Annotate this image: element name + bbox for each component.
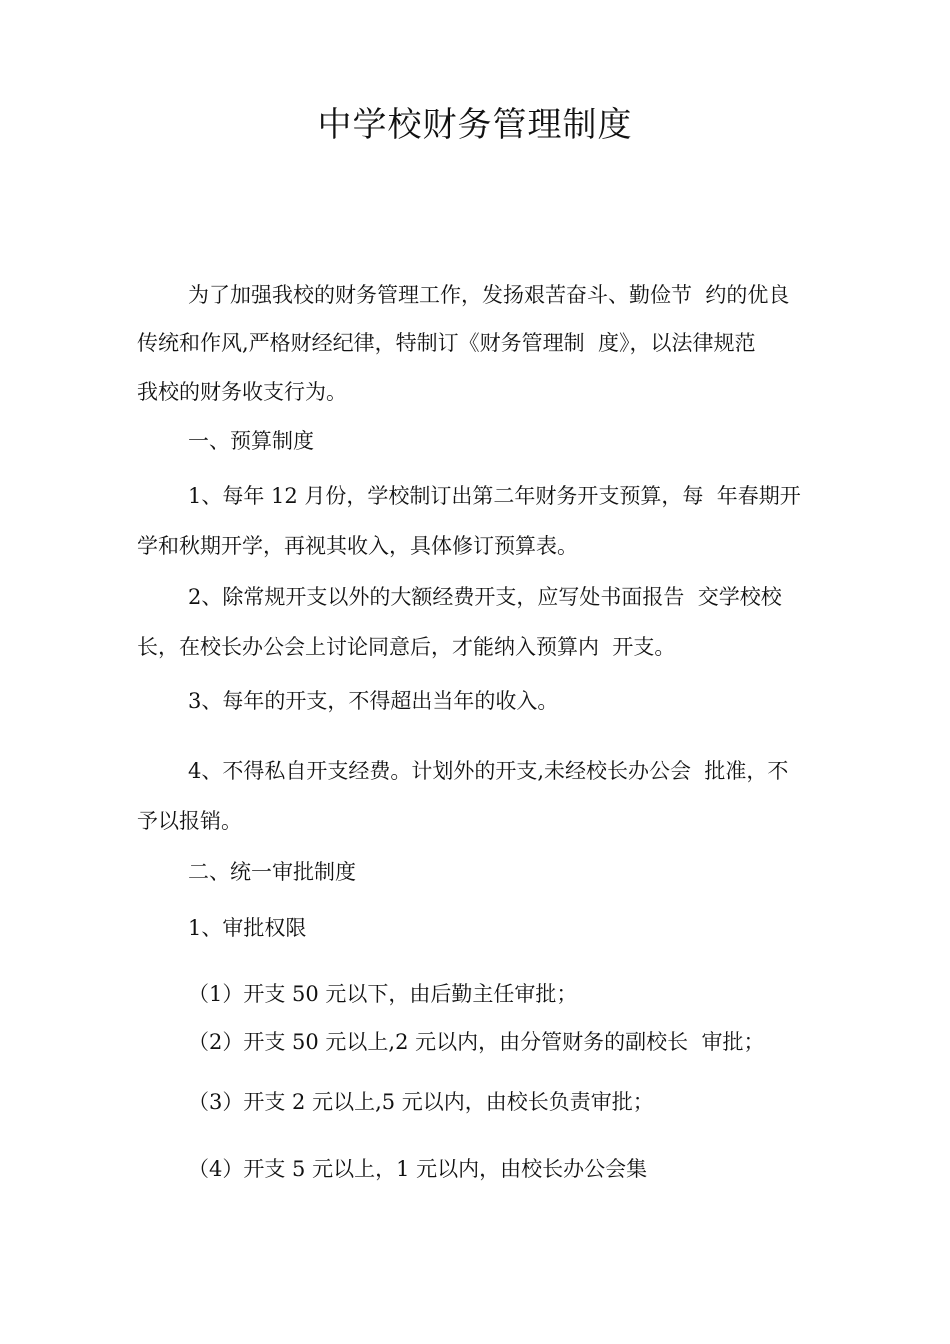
text-line: 3、每年的开支，不得超出当年的收入。 [188,689,559,713]
text-line: 一、预算制度 [188,429,314,453]
text-line: （3）开支 2 元以上,5 元以内，由校长负责审批； [188,1090,654,1114]
text-line: 为了加强我校的财务管理工作，发扬艰苦奋斗、勤俭节 约的优良 [188,283,790,307]
text-line: （2）开支 50 元以上,2 元以内，由分管财务的副校长 审批； [188,1030,765,1054]
text-line: （1）开支 50 元以下，由后勤主任审批； [188,982,578,1006]
text-line: 2、除常规开支以外的大额经费开支，应写处书面报告 交学校校 [188,585,782,609]
text-line: 1、审批权限 [188,916,307,940]
document-title: 中学校财务管理制度 [317,105,633,145]
text-line: 二、统一审批制度 [188,860,356,884]
text-line: 学和秋期开学，再视其收入，具体修订预算表。 [137,534,578,558]
text-line: 我校的财务收支行为。 [137,380,347,404]
text-line: 予以报销。 [137,809,242,833]
text-line: 4、不得私自开支经费。计划外的开支,未经校长办公会 批准，不 [188,759,789,783]
text-line: 1、每年 12 月份，学校制订出第二年财务开支预算，每 年春期开 [188,484,801,508]
text-line: （4）开支 5 元以上，1 元以内，由校长办公会集 [188,1157,648,1181]
text-line: 传统和作风,严格财经纪律，特制订《财务管理制 度》，以法律规范 [137,331,756,355]
text-line: 长，在校长办公会上讨论同意后，才能纳入预算内 开支。 [137,635,676,659]
